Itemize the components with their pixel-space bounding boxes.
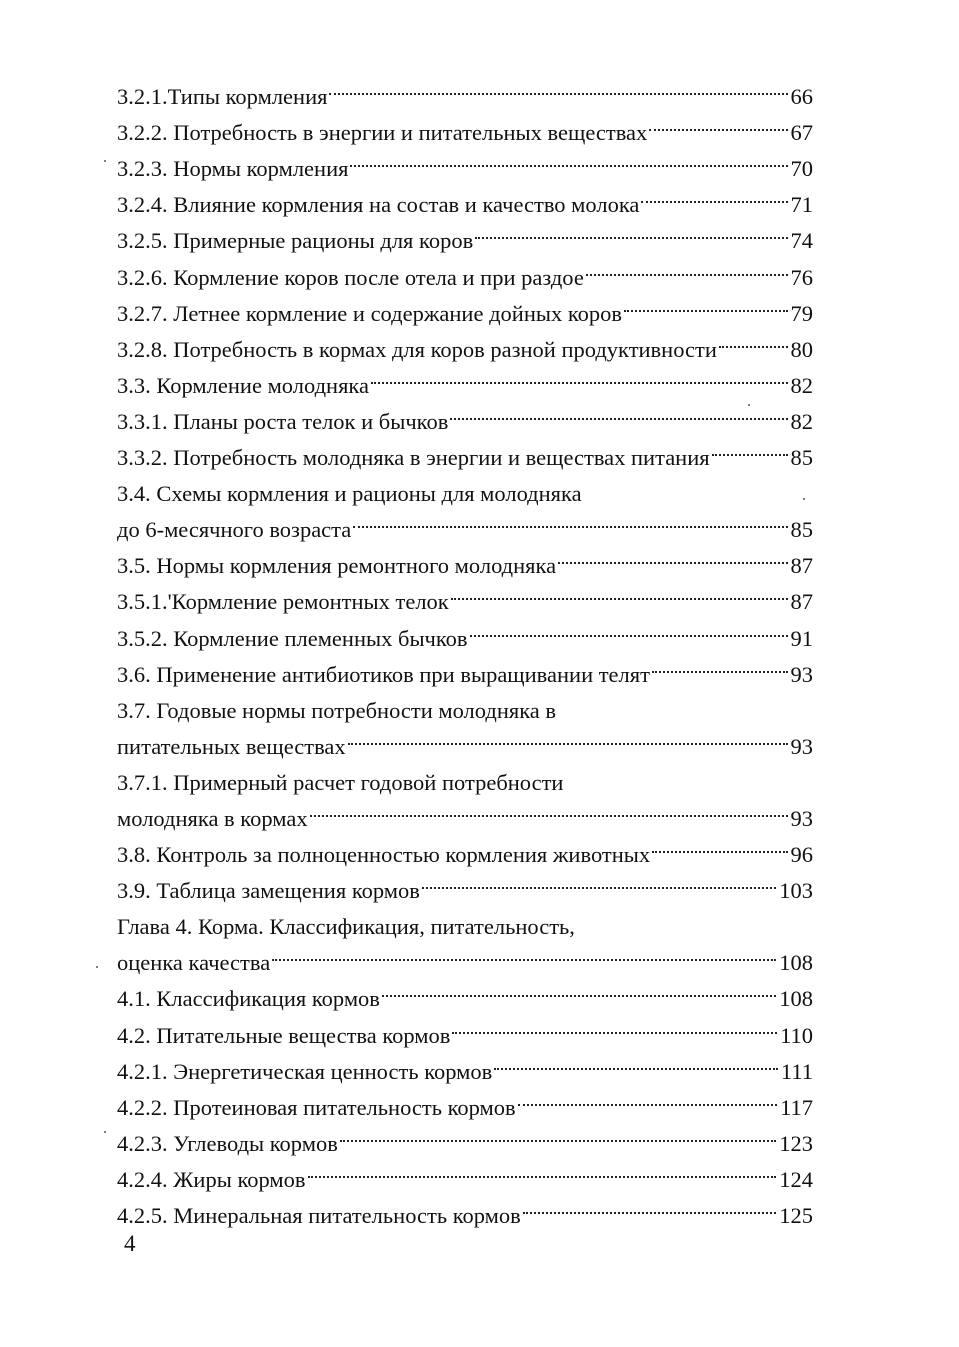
toc-entry-page: 108 [779,986,813,1012]
dot-leader [518,1079,777,1115]
toc-entry-title: питательных веществах [117,733,346,759]
dot-leader [329,68,787,104]
toc-entry-page: 85 [790,445,813,471]
toc-entry-title: 3.2.1.Типы кормления [117,84,328,110]
toc-entry-title: 3.5. Нормы кормления ремонтного молодняка [117,553,557,579]
dot-leader [371,357,787,393]
toc-entry-page: 70 [790,156,813,182]
toc-entry-title: 3.8. Контроль за полноценностью кормления животных [117,842,651,868]
table-of-contents [117,68,813,1228]
toc-entry-page: 80 [790,336,813,362]
dot-leader [494,1043,778,1079]
toc-entry-title: 4.2.4. Жиры кормов [117,1166,306,1192]
toc-entry-title: 3.7. Годовые нормы потребности молодняка в [117,697,557,723]
dot-leader [340,1115,776,1151]
toc-entry-title: 3.5.2. Кормление племенных бычков [117,625,468,651]
toc-entry-title: 3.5.1.'Кормление ремонтных телок [117,589,449,615]
dot-leader [382,970,776,1006]
toc-entry-page: 91 [790,625,813,651]
dot-leader [652,646,788,682]
toc-entry-title: 4.2. Питательные вещества кормов [117,1022,451,1048]
toc-entry-page: 66 [790,84,813,110]
toc-entry-page: 82 [790,372,813,398]
dot-leader [348,718,788,754]
toc-entry-page: 93 [790,733,813,759]
toc-entry-title: 3.2.3. Нормы кормления [117,156,349,182]
toc-entry-page: 124 [779,1166,813,1192]
toc-entry-title: 4.2.3. Углеводы кормов [117,1130,338,1156]
dot-leader [450,393,787,429]
toc-entry-page: 96 [790,842,813,868]
toc-entry-title: 3.4. Схемы кормления и рационы для молодняка [117,481,582,507]
dot-leader [272,934,776,970]
scan-speck [104,160,106,162]
toc-entry-title: 4.2.2. Протеиновая питательность кормов [117,1094,516,1120]
dot-leader [712,429,788,465]
toc-entry-title: 3.9. Таблица замещения кормов [117,878,420,904]
toc-entry-title: до 6-месячного возраста [117,517,352,543]
toc-entry-title: 3.3.1. Планы роста телок и бычков [117,408,449,434]
toc-entry-page: 87 [790,553,813,579]
toc-entry-page: 103 [779,878,813,904]
toc-entry-title: 4.1. Классификация кормов [117,986,380,1012]
scan-speck [96,966,98,968]
toc-entry-title: 3.6. Применение антибиотиков при выращивании телят [117,661,650,687]
toc-entry-page: 76 [790,264,813,290]
toc-entry-page: 117 [780,1094,813,1120]
toc-entry-title: 3.3.2. Потребность молодняка в энергии и веществах питания [117,445,710,471]
toc-entry-page: 74 [790,228,813,254]
dot-leader [422,862,776,898]
toc-entry-title: 3.2.8. Потребность в кормах для коров разной продуктивности [117,336,717,362]
dot-leader [523,1187,776,1223]
toc-entry-page: 110 [780,1022,813,1048]
dot-leader [649,104,787,140]
toc-entry-title: оценка качества [117,950,271,976]
toc-entry-title: 3.2.4. Влияние кормления на состав и качество молока [117,192,640,218]
toc-entry-page: 93 [790,661,813,687]
toc-entry-title: 3.2.7. Летнее кормление и содержание дойных коров [117,300,623,326]
dot-leader [586,248,788,284]
dot-leader [353,501,787,537]
toc-entry-title: 3.7.1. Примерный расчет годовой потребности [117,769,564,795]
toc-entry-page: 85 [790,517,813,543]
dot-leader [308,1151,777,1187]
dot-leader [452,1006,777,1042]
toc-entry-title: молодняка в кормах [117,805,308,831]
toc-entry-title: 3.2.2. Потребность в энергии и питательных веществах [117,120,648,146]
toc-entry-title: 4.2.5. Минеральная питательность кормов [117,1203,521,1228]
dot-leader [350,140,787,176]
toc-entry-page: 123 [779,1130,813,1156]
toc-entry-page: 87 [790,589,813,615]
toc-entry-title: 3.2.6. Кормление коров после отела и при раздое [117,264,584,290]
dot-leader [475,212,787,248]
scan-speck [748,404,750,406]
dot-leader [624,285,787,321]
toc-entry-page: 79 [790,300,813,326]
toc-entry-page: 82 [790,408,813,434]
dot-leader [451,573,788,609]
dot-leader [652,826,787,862]
toc-entry-title: 3.3. Кормление молодняка [117,372,370,398]
toc-entry-page: 67 [790,120,813,146]
scan-speck [803,498,805,500]
scan-speck [104,1131,106,1133]
toc-entry-title: 4.2.1. Энергетическая ценность кормов [117,1058,493,1084]
toc-entry-title: 3.2.5. Примерные рационы для коров [117,228,474,254]
dot-leader [310,790,788,826]
toc-entry-page: 93 [790,805,813,831]
dot-leader [470,609,788,645]
toc-entry [117,68,813,110]
dot-leader [641,176,787,212]
toc-entry-page: 71 [790,192,813,218]
dot-leader [719,321,788,357]
toc-entry-page: 125 [779,1203,813,1228]
page-number: 4 [124,1231,136,1256]
dot-leader [558,537,787,573]
toc-entry-page: 108 [779,950,813,976]
toc-entry-page: 111 [780,1058,813,1084]
toc-entry-title: Глава 4. Корма. Классификация, питательность, [117,914,575,940]
